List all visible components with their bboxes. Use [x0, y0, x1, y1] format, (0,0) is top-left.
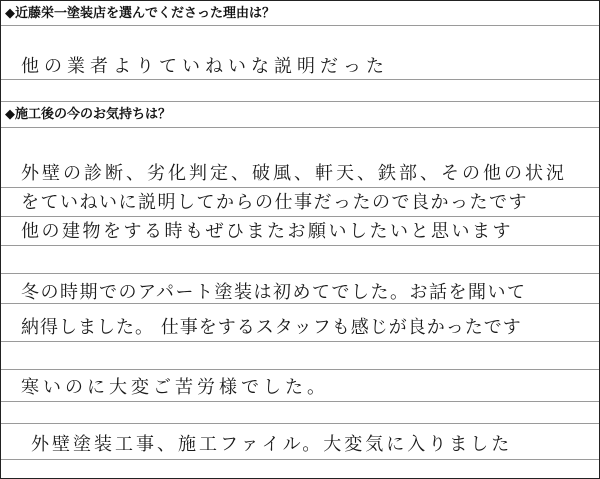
rule-line	[1, 369, 599, 370]
rule-line	[1, 423, 599, 424]
answer-feeling-line: 冬の時期でのアパート塗装は初めてでした。お話を聞いて	[21, 282, 527, 303]
answer-feeling-line: 他の建物をする時もぜひまたお願いしたいと思います	[21, 221, 513, 242]
answer-feeling-line: 外壁塗装工事、施工ファイル。大変気に入りました	[31, 434, 513, 455]
answer-feeling-line: 納得しました。 仕事をするスタッフも感じが良かったです	[21, 317, 522, 338]
rule-line	[1, 459, 599, 460]
rule-line	[1, 79, 599, 80]
rule-line	[1, 273, 599, 274]
rule-line	[1, 187, 599, 188]
question-feeling-heading: ◆施工後の今のお気持ちは？	[5, 107, 171, 122]
rule-line	[1, 127, 599, 128]
rule-line	[1, 245, 599, 246]
answer-feeling-line: 寒いのに大変ご苦労様でした。	[21, 377, 329, 398]
rule-line	[1, 25, 599, 26]
answer-feeling-line: 外壁の診断、劣化判定、破風、軒天、鉄部、その他の状況	[21, 163, 567, 184]
rule-line	[1, 341, 599, 342]
rule-line	[1, 401, 599, 402]
answer-feeling-line: をていねいに説明してからの仕事だったので良かったです	[21, 192, 528, 213]
rule-line	[1, 216, 599, 217]
question-reason-heading: ◆近藤栄一塗装店を選んでくださった理由は？	[5, 6, 275, 21]
rule-line	[1, 101, 599, 102]
answer-reason-text: 他の業者よりていねいな説明だった	[21, 56, 389, 77]
